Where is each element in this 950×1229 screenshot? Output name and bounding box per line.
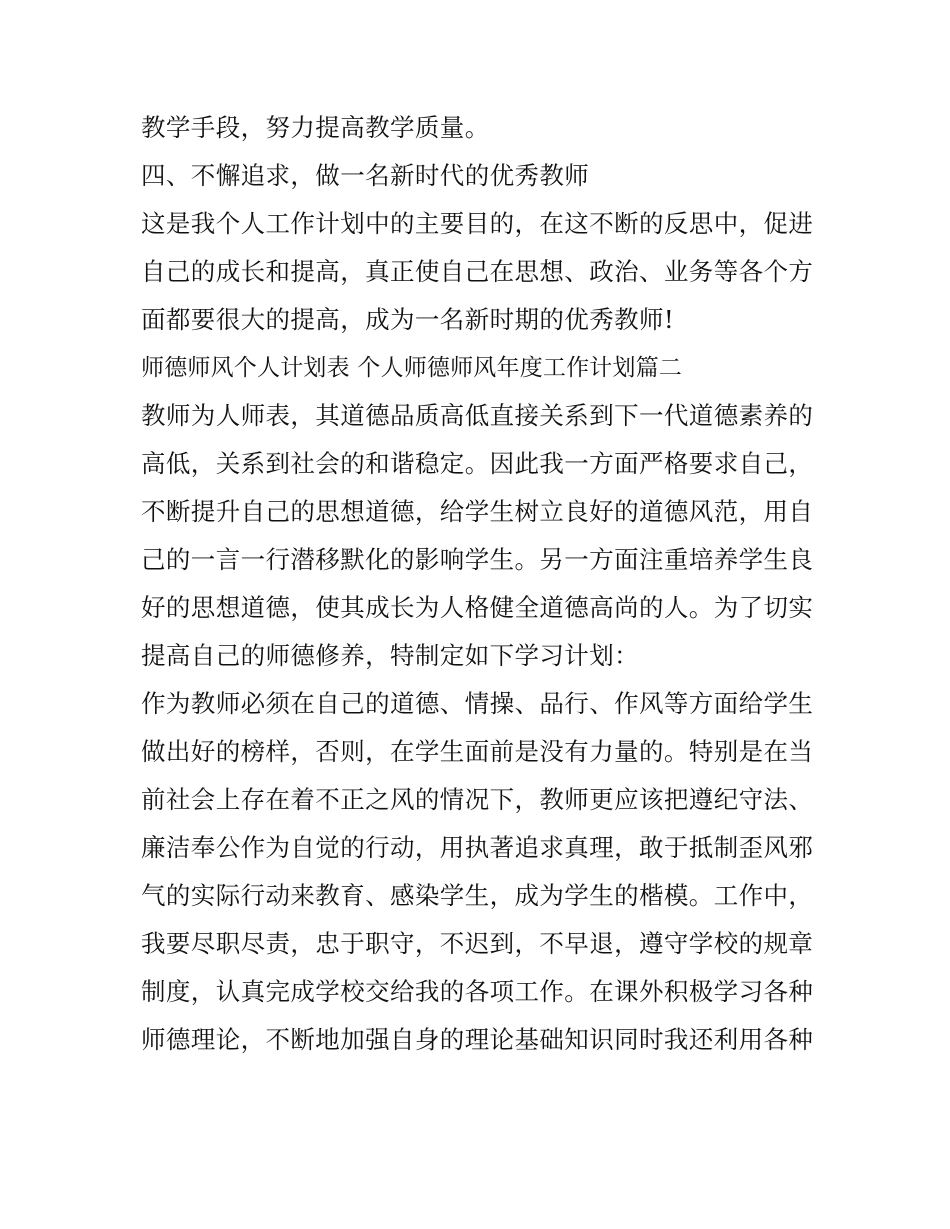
text-line: 廉洁奉公作为自觉的行动，用执著追求真理，敢于抵制歪风邪	[141, 833, 814, 862]
text-line: 我要尽职尽责，忠于职守，不迟到，不早退，遵守学校的规章	[141, 929, 814, 958]
text-line: 教师为人师表，其道德品质高低直接关系到下一代道德素养的	[141, 401, 814, 430]
text-line: 前社会上存在着不正之风的情况下，教师更应该把遵纪守法、	[141, 785, 814, 814]
text-line: 制度，认真完成学校交给我的各项工作。在课外积极学习各种	[141, 977, 814, 1006]
text-line: 面都要很大的提高，成为一名新时期的优秀教师!	[141, 305, 675, 334]
text-line: 做出好的榜样，否则，在学生面前是没有力量的。特别是在当	[141, 737, 814, 766]
text-line: 己的一言一行潜移默化的影响学生。另一方面注重培养学生良	[141, 545, 814, 574]
text-line: 作为教师必须在自己的道德、情操、品行、作风等方面给学生	[141, 689, 814, 718]
text-line: 不断提升自己的思想道德，给学生树立良好的道德风范，用自	[141, 497, 814, 526]
text-line: 高低，关系到社会的和谐稳定。因此我一方面严格要求自己，	[141, 449, 814, 478]
text-line: 气的实际行动来教育、感染学生，成为学生的楷模。工作中，	[141, 881, 814, 910]
text-line: 教学手段，努力提高教学质量。	[141, 113, 490, 142]
article-subtitle: 师德师风个人计划表 个人师德师风年度工作计划篇二	[141, 355, 683, 381]
text-line: 这是我个人工作计划中的主要目的，在这不断的反思中，促进	[141, 209, 814, 238]
text-line: 师德理论，不断地加强自身的理论基础知识同时我还利用各种	[141, 1025, 814, 1054]
text-line: 自己的成长和提高，真正使自己在思想、政治、业务等各个方	[141, 257, 814, 286]
text-line: 好的思想道德，使其成长为人格健全道德高尚的人。为了切实	[141, 593, 814, 622]
section-heading: 四、不懈追求，做一名新时代的优秀教师	[141, 161, 590, 190]
document-body	[141, 104, 821, 1064]
text-line: 提高自己的师德修养，特制定如下学习计划：	[141, 641, 639, 670]
